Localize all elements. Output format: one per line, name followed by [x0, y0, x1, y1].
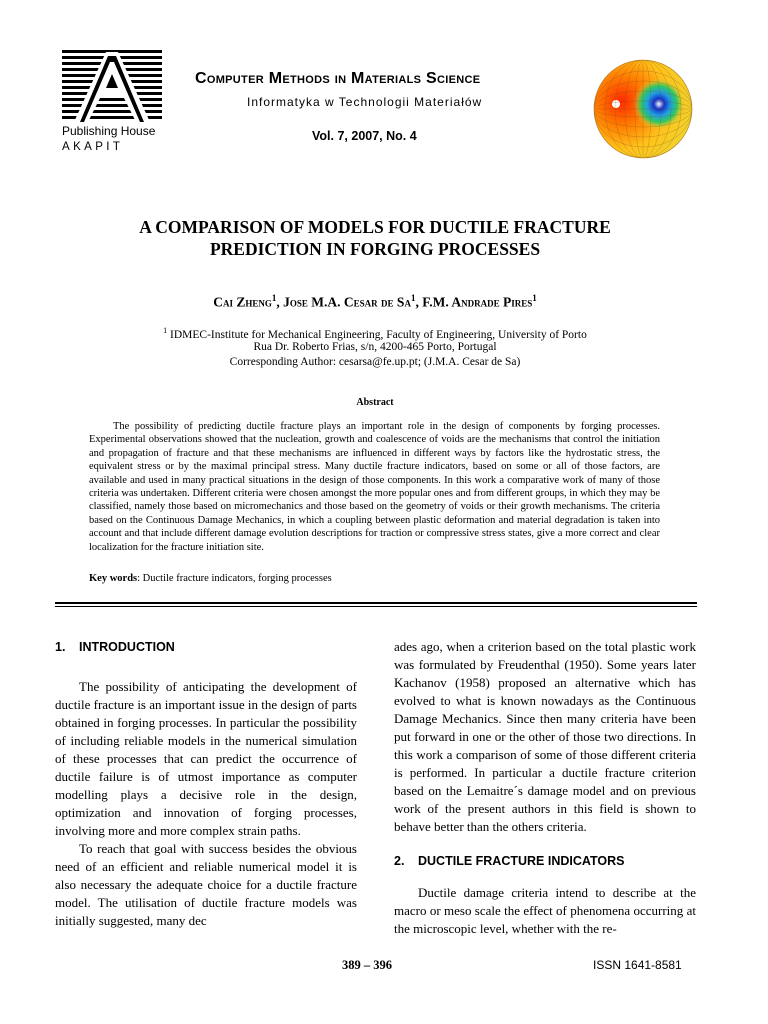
dfi-paragraph-1: Ductile damage criteria intend to describe at the macro or meso scale the effect of phenomena occurring at the microscopic level, whether with the re-: [394, 885, 696, 936]
keywords: [89, 573, 660, 584]
corresponding-author: Corresponding Author: cesarsa@fe.up.pt; (J.M.A. Cesar de Sa): [229, 356, 521, 368]
issn: ISSN 1641-8581: [593, 958, 682, 972]
right-column: [394, 638, 696, 938]
author-name: Cai Zheng: [213, 294, 272, 310]
section-number: 2.: [394, 854, 405, 868]
affiliation-mark: 1: [163, 326, 168, 335]
section-heading-introduction: [55, 638, 357, 656]
section-number: 1.: [55, 640, 66, 654]
divider-thick: [55, 602, 697, 604]
paper-title-line2: PREDICTION IN FORGING PROCESSES: [209, 239, 541, 259]
abstract-heading: Abstract: [356, 397, 394, 408]
publisher-name: Publishing House: [62, 124, 156, 138]
affiliation-address: Rua Dr. Roberto Frias, s/n, 4200-465 Porto, Portugal: [253, 341, 497, 353]
intro-paragraph-2: To reach that goal with success besides the obvious need of an efficient and reliable numerical model it is also necessary the adequate choice for a ductile fracture model. The utilisation of ductile fracture models was initially suggested, many dec: [55, 841, 357, 928]
section-heading-ductile-fracture-indicators: [394, 852, 696, 870]
section-title: DUCTILE FRACTURE INDICATORS: [418, 854, 625, 868]
divider-thin: [55, 606, 697, 607]
left-column: [55, 638, 357, 930]
author-name: Jose M.A. Cesar de Sa: [283, 294, 411, 310]
author-name: F.M. Andrade Pires: [422, 294, 533, 310]
author-affiliation-mark: 1: [532, 293, 537, 303]
paper-title: [60, 216, 690, 260]
intro-paragraph-2-continued: ades ago, when a criterion based on the total plastic work was formulated by Freudenthal (1950). Some years later Kachanov (1958) proposed an alternative which has evolved to what is known nowadays as the Continuous Damage Mechanics. Since then many criteria have been put forward in one or the other of those two directions. In this work a comparison of some of those different criteria is performed. In particular a ductile fracture criterion based on the Lemaitre´s damage model and on previous work of the present authors in this field is shown to behave better than the others criteria.: [394, 639, 696, 834]
author-list: Cai Zheng$^1$, Jose M.A. Cesar de Sa$^1$, F.M. Andrade Pires$^1$: [213, 293, 537, 310]
publisher-logo: [62, 50, 162, 124]
keywords-label: Key words: [89, 573, 138, 584]
mesh-sphere-image: [592, 58, 694, 160]
publisher-brand: AKAPIT: [62, 141, 124, 153]
keywords-text: : Ductile fracture indicators, forging processes: [137, 573, 332, 584]
section-title: INTRODUCTION: [79, 640, 175, 654]
page-range: 389 – 396: [342, 958, 392, 972]
journal-title: Computer Methods in Materials Science: [195, 70, 481, 87]
author-affiliation-mark: 1: [410, 293, 416, 303]
journal-subtitle: Informatyka w Technologii Materiałów: [247, 95, 483, 109]
affiliation-line-1: [60, 326, 690, 341]
abstract-text: The possibility of predicting ductile fracture plays an important role in the design of components by forging processes. Experimental observations showed that the nucleation, growth and coalescence of voids are the mechanisms that control the initiation and propagation of fracture and that these mechanisms are influenced in different ways by factors like the hydrostatic stress, the equivalent stress or by the maximal principal stress. Many ductile fracture indicators, based on some or all of those factors, are available and used in many practical situations in the design of those components. In this work a comparative work of many of those criteria was undertaken. Different criteria were chosen amongst the more popular ones and from different groups, in which they may be classified, namely those based on micromechanics and those based on the geometry of voids or their growth mechanisms. The criteria based on the Continuous Damage Mechanics, in which a coupling between plastic deformation and material degradation is taken into account and that include different damage evolution descriptions for traction or compressive stress states, give a more correct and clear localization for the fracture initiation site.: [89, 421, 660, 553]
author-affiliation-mark: 1: [271, 293, 277, 303]
paper-title-line1: A COMPARISON OF MODELS FOR DUCTILE FRACTURE: [139, 217, 611, 237]
intro-paragraph-1: The possibility of anticipating the development of ductile fracture is an important issue in the design of parts obtained in forging processes. In particular the possibility of including reliable models in the numerical simulation of these processes that can predict the occurrence of ductile failure is of utmost importance as computer modelling plays a decisive role in the design, optimization and innovation of forging processes, involving more and more complex strain paths.: [55, 679, 357, 838]
affiliation-institute: IDMEC-Institute for Mechanical Engineering, Faculty of Engineering, University of Porto: [170, 328, 587, 341]
volume-info: Vol. 7, 2007, No. 4: [312, 129, 417, 143]
